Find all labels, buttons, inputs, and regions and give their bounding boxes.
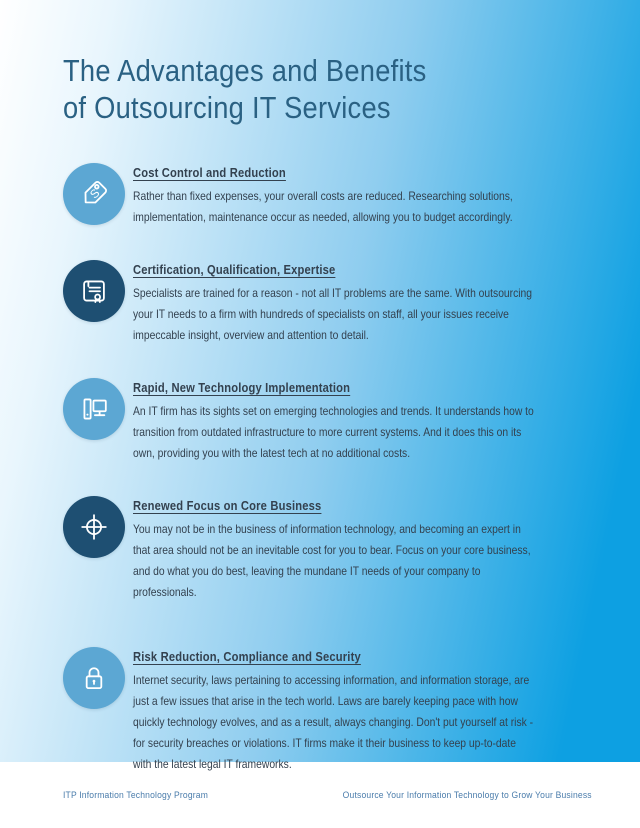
section-body: An IT firm has its sights set on emerging technologies and trends. It understands how to transition from outdated infrastructure to more current systems. And it does this on its own, providing you with the latest tech at no additional costs. [133,404,534,460]
section-heading: Risk Reduction, Compliance and Security [133,649,361,664]
benefit-sections [63,163,600,775]
target-icon [63,496,125,558]
section-heading: Renewed Focus on Core Business [133,498,322,513]
section-risk-reduction [63,647,600,775]
price-tag-icon [63,163,125,225]
section-text [133,165,535,228]
section-heading: Rapid, New Technology Implementation [133,380,351,395]
section-text [133,498,535,603]
section-body: Specialists are trained for a reason - not all IT problems are the same. With outsourcing your IT needs to a firm with hundreds of specialists on staff, all your issues receive impeccable insight, overview and attention to detail. [133,286,533,342]
section-heading: Certification, Qualification, Expertise [133,262,336,277]
section-rapid-technology [63,378,600,464]
page-title-line-2: of Outsourcing IT Services [63,90,391,125]
footer-left-text: ITP Information Technology Program [63,789,209,801]
certificate-icon [63,260,125,322]
page-title-line-1: The Advantages and Benefits [63,53,427,88]
section-certification [63,260,600,346]
section-body: Internet security, laws pertaining to accessing information, and information storage, are just a few issues that arise in the tech world. Laws are barely keeping pace with how quickly technology evolves, and as a result, always changing. Don't put yourself at risk - for security breaches or violations. IT firms make it their business to keep up-to-date with the latest legal IT frameworks. [133,673,534,771]
computer-icon [63,378,125,440]
footer-right-text: Outsource Your Information Technology to Grow Your Business [342,789,592,801]
section-body: Rather than fixed expenses, your overall costs are reduced. Researching solutions, implementation, maintenance occur as needed, allowing you to budget accordingly. [133,189,513,224]
section-text [133,262,535,346]
padlock-icon [63,647,125,709]
price-tag-letter: S [87,185,103,202]
section-body: You may not be in the business of information technology, and becoming an expert in that area should not be an inevitable cost for you to bear. Focus on your core business, and do what you do best, leaving the mundane IT needs of your company to professionals. [133,522,531,599]
section-heading: Cost Control and Reduction [133,165,286,180]
section-cost-control [63,163,600,228]
page-title [63,52,536,126]
section-text [133,380,535,464]
section-text [133,649,535,775]
section-core-business [63,496,600,603]
